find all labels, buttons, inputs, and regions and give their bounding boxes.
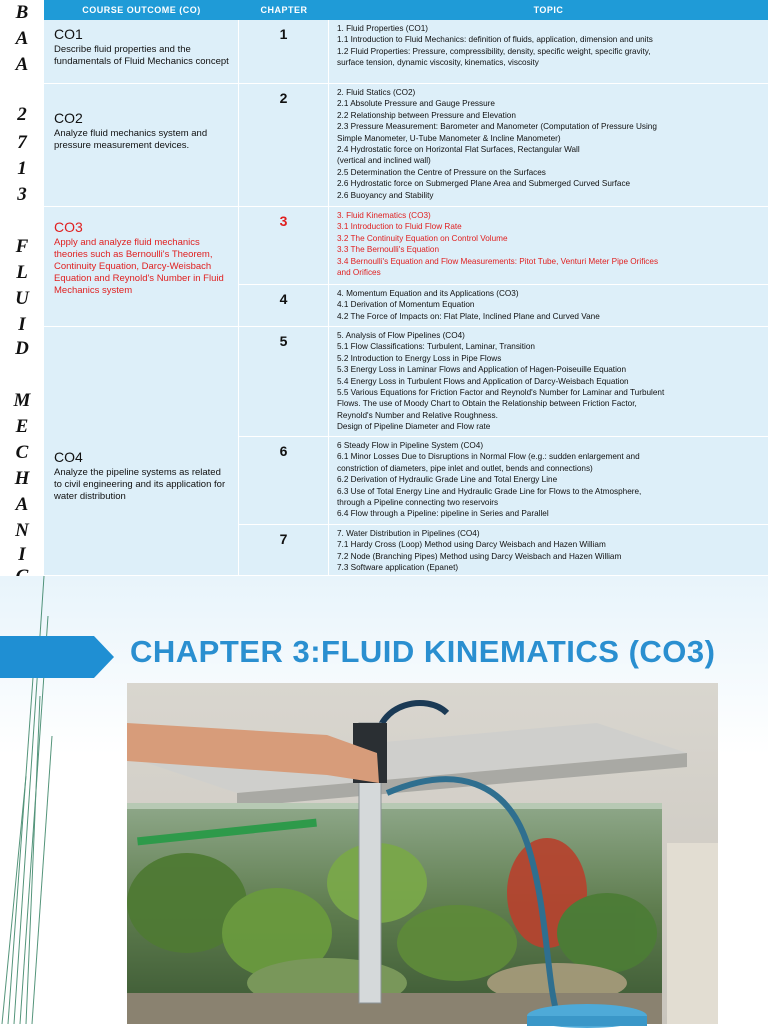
topic-cell <box>329 20 768 84</box>
chapter-title: CHAPTER 3:FLUID KINEMATICS (CO3) <box>130 634 716 669</box>
side-letter: D <box>15 338 29 359</box>
side-letter: F <box>15 236 29 257</box>
topic-line: Design of Pipeline Diameter and Flow rate <box>337 422 491 432</box>
side-letter: A <box>15 28 29 49</box>
chapter-number: 5 <box>279 333 288 349</box>
co-code: CO4 <box>54 449 83 465</box>
topic-line: Simple Manometer, U-Tube Manometer & Incline Manometer) <box>337 133 561 143</box>
topic-line: (vertical and inclined wall) <box>337 156 431 166</box>
header-chapter: CHAPTER <box>260 5 308 15</box>
topic-line: 6.1 Minor Losses Due to Disruptions in Normal Flow (e.g.: sudden enlargement and <box>337 452 640 462</box>
topic-line: surface tension, dynamic viscosity, kinematics, viscosity <box>337 58 539 68</box>
topic-line: 3.1 Introduction to Fluid Flow Rate <box>337 222 462 232</box>
topic-line: 2.3 Pressure Measurement: Barometer and Manometer (Computation of Pressure Using <box>337 122 657 132</box>
course-outline-table <box>44 0 768 576</box>
topic-line: Reynold's Number and Relative Roughness. <box>337 410 498 420</box>
chapter-cell <box>239 525 329 576</box>
topic-line: 5.2 Introduction to Energy Loss in Pipe Flows <box>337 353 502 363</box>
co-cell <box>44 20 239 84</box>
topic-line: 2.5 Determination the Centre of Pressure on the Surfaces <box>337 167 546 177</box>
topic-line: 3.3 The Bernoulli's Equation <box>337 245 440 255</box>
co-description: Apply and analyze fluid mechanics theories such as Bernoulli's Theorem, Continuity Equation, Darcy-Weisbach Equation and Reynold's Number in Fluid Mechanics system <box>54 237 224 296</box>
topic-line: 1.2 Fluid Properties: Pressure, compressibility, density, specific weight, specific gravity, <box>337 46 651 56</box>
chevron-banner-icon <box>0 636 114 678</box>
topic-line: 7.2 Node (Branching Pipes) Method using Darcy Weisbach and Hazen William <box>337 551 622 561</box>
topic-line: 2.6 Buoyancy and Stability <box>337 190 434 200</box>
co-code: CO1 <box>54 26 83 42</box>
topic-line: 7. Water Distribution in Pipelines (CO4) <box>337 529 480 538</box>
topic-list <box>337 87 762 201</box>
co-cell <box>44 327 239 576</box>
topic-cell <box>329 84 768 207</box>
topic-cell <box>329 207 768 285</box>
topic-line: 4.1 Derivation of Momentum Equation <box>337 300 475 310</box>
side-letter: 2 <box>17 104 27 125</box>
co-code: CO2 <box>54 110 83 126</box>
topic-line: through a Pipeline connecting two reservoirs <box>337 498 499 508</box>
co-description: Analyze the pipeline systems as related to civil engineering and its application for water distribution <box>54 467 226 502</box>
side-letter: B <box>15 2 29 23</box>
topic-cell <box>329 437 768 525</box>
chapter-number: 1 <box>279 26 288 42</box>
topic-line: 5.3 Energy Loss in Laminar Flows and Application of Hagen-Poiseuille Equation <box>337 365 627 375</box>
side-letter: N <box>15 520 29 541</box>
topic-line: 7.1 Hardy Cross (Loop) Method using Darcy Weisbach and Hazen William <box>337 540 606 550</box>
topic-cell <box>329 285 768 327</box>
co-code: CO3 <box>54 219 83 235</box>
co-description: Describe fluid properties and the fundamentals of Fluid Mechanics concept <box>54 44 229 67</box>
side-letter: H <box>14 468 30 489</box>
topic-list <box>337 330 762 433</box>
topic-line: 5.1 Flow Classifications: Turbulent, Laminar, Transition <box>337 342 535 352</box>
topic-cell <box>329 327 768 437</box>
side-letter: U <box>15 288 29 309</box>
chapter-number: 7 <box>279 531 288 547</box>
chapter-cell <box>239 285 329 327</box>
topic-list <box>337 528 762 574</box>
topic-line: 5.5 Various Equations for Friction Factor and Reynold's Number for Laminar and Turbulent <box>337 388 665 398</box>
topic-line: constriction of diameters, pipe inlet and outlet, bends and connections) <box>337 463 593 473</box>
chapter-cell <box>239 20 329 84</box>
chapter-number: 2 <box>279 90 288 106</box>
topic-line: 4.2 The Force of Impacts on: Flat Plate, Inclined Plane and Curved Vane <box>337 311 600 321</box>
chapter-number: 3 <box>279 213 288 229</box>
side-letter: 3 <box>17 184 27 205</box>
topic-line: 6 Steady Flow in Pipeline System (CO4) <box>337 441 484 450</box>
side-letter: I <box>18 314 26 335</box>
chapter-cell <box>239 207 329 285</box>
header-course-outcome: COURSE OUTCOME (CO) <box>82 5 201 15</box>
chapter-number: 4 <box>279 291 288 307</box>
chapter-number: 6 <box>279 443 288 459</box>
chapter-cell <box>239 437 329 525</box>
side-letter: 1 <box>17 158 27 179</box>
topic-line: 3. Fluid Kinematics (CO3) <box>337 211 431 220</box>
topic-line: 6.3 Use of Total Energy Line and Hydraulic Grade Line for Flows to the Atmosphere, <box>337 486 642 496</box>
topic-line: 6.2 Derivation of Hydraulic Grade Line and Total Energy Line <box>337 475 558 485</box>
co-cell <box>44 207 239 327</box>
topic-line: 3.4 Bernoulli's Equation and Flow Measurements: Pitot Tube, Venturi Meter Pipe Orifices <box>337 256 659 266</box>
co-cell <box>44 84 239 207</box>
topic-cell <box>329 525 768 576</box>
side-letter: C <box>15 442 29 463</box>
course-code-sidebar <box>0 0 45 576</box>
topic-line: Flows. The use of Moody Chart to Obtain the Relationship between Friction Factor, <box>337 399 637 409</box>
topic-line: 5. Analysis of Flow Pipelines (CO4) <box>337 331 465 340</box>
topic-line: 7.3 Software application (Epanet) <box>337 563 459 573</box>
topic-line: and Orifices <box>337 268 381 278</box>
table-header-row <box>44 0 768 20</box>
header-topic: TOPIC <box>533 5 564 15</box>
aquarium-siphon-photo <box>127 683 718 1024</box>
side-letter: E <box>15 416 29 437</box>
topic-line: 2.1 Absolute Pressure and Gauge Pressure <box>337 99 495 109</box>
side-letter: L <box>16 262 28 283</box>
topic-line: 2.2 Relationship between Pressure and Elevation <box>337 110 516 120</box>
topic-line: 2.4 Hydrostatic force on Horizontal Flat Surfaces, Rectangular Wall <box>337 145 580 155</box>
topic-list <box>337 440 762 520</box>
topic-line: 6.4 Flow through a Pipeline: pipeline in Series and Parallel <box>337 509 549 519</box>
topic-line: 4. Momentum Equation and its Applications (CO3) <box>337 289 519 298</box>
topic-list <box>337 288 762 322</box>
topic-line: 3.2 The Continuity Equation on Control Volume <box>337 233 508 243</box>
chapter-cell <box>239 327 329 437</box>
topic-line: 2.6 Hydrostatic force on Submerged Plane Area and Submerged Curved Surface <box>337 179 631 189</box>
topic-line: 5.4 Energy Loss in Turbulent Flows and Application of Darcy-Weisbach Equation <box>337 376 629 386</box>
topic-line: 2. Fluid Statics (CO2) <box>337 88 416 97</box>
topic-list <box>337 23 762 69</box>
topic-line: 1. Fluid Properties (CO1) <box>337 24 429 33</box>
chapter-cell <box>239 84 329 207</box>
side-letter: A <box>15 494 29 515</box>
side-letter: 7 <box>17 132 27 153</box>
co-description: Analyze fluid mechanics system and pressure measurement devices. <box>54 128 208 151</box>
chapter-title-slide <box>0 576 768 1024</box>
topic-line: 1.1 Introduction to Fluid Mechanics: definition of fluids, application, dimension and units <box>337 35 653 45</box>
side-letter: A <box>15 54 29 75</box>
topic-list <box>337 210 762 278</box>
side-letter: I <box>18 544 26 565</box>
side-letter: M <box>13 390 31 411</box>
